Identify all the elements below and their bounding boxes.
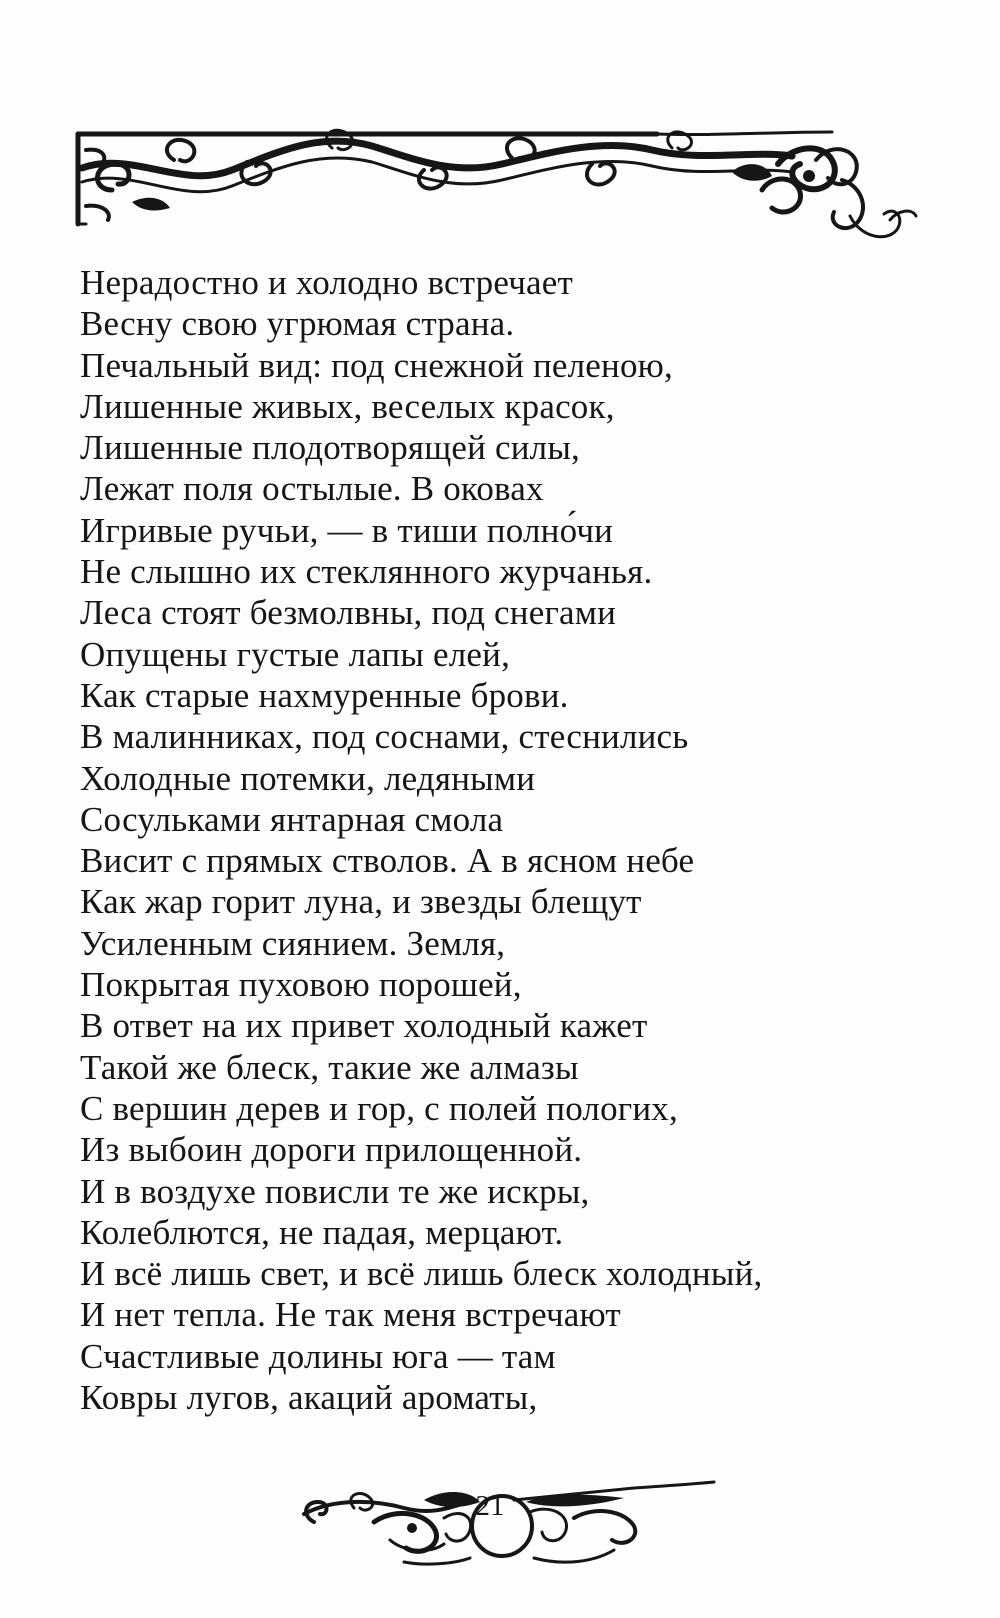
poem-line: Покрытая пуховою порошей, xyxy=(80,965,522,1005)
poem-line: Опущены густые лапы елей, xyxy=(80,634,511,674)
floral-scroll-header-icon xyxy=(72,120,920,255)
poem-text xyxy=(80,262,762,1418)
poem-line: Колеблются, не падая, мерцают. xyxy=(80,1212,564,1252)
poem-line: Лежат поля остылые. В оковах xyxy=(80,469,544,509)
poem-line: И нет тепла. Не так меня встречают xyxy=(80,1295,621,1335)
poem-line: Нерадостно и холодно встречает xyxy=(80,263,573,302)
poem-line: Печальный вид: под снежной пеленою, xyxy=(80,345,673,385)
poem-line: И в воздухе повисли те же искры, xyxy=(80,1171,590,1211)
poem-line: В малинниках, под соснами, стеснились xyxy=(80,717,689,757)
poem-line: Как жар горит луна, и звезды блещут xyxy=(80,882,642,922)
poem-line: Счастливые долины юга — там xyxy=(80,1336,556,1376)
poem-line: Весну свою угрюмая страна. xyxy=(80,304,515,344)
poem-line: Усиленным сиянием. Земля, xyxy=(80,923,506,963)
poem-line: Лишенные живых, веселых красок, xyxy=(80,386,615,426)
poem-line: Не слышно их стеклянного журчанья. xyxy=(80,552,653,592)
poem-line: Такой же блеск, такие же алмазы xyxy=(80,1047,579,1087)
poem-line: Из выбоин дороги прилощенной. xyxy=(80,1130,583,1170)
poem-line: Игривые ручьи, — в тиши полно́чи xyxy=(80,510,614,550)
poem-line: Как старые нахмуренные брови. xyxy=(80,675,569,715)
poem-line: В ответ на их привет холодный кажет xyxy=(80,1006,648,1046)
poem-line: Холодные потемки, ледяными xyxy=(80,758,536,798)
poem-line: И всё лишь свет, и всё лишь блеск холодный, xyxy=(80,1254,763,1294)
poem-line: С вершин дерев и гор, с полей пологих, xyxy=(80,1088,678,1128)
poem-line: Лишенные плодотворящей силы, xyxy=(80,428,580,468)
poem-line: Висит с прямых стволов. А в ясном небе xyxy=(80,841,695,881)
poem-line: Ковры лугов, акаций ароматы, xyxy=(80,1378,538,1418)
poem-line: Сосульками янтарная смола xyxy=(80,799,504,839)
poem-line: Леса стоят безмолвны, под снегами xyxy=(80,593,617,633)
page-number: 21 xyxy=(475,1490,505,1522)
